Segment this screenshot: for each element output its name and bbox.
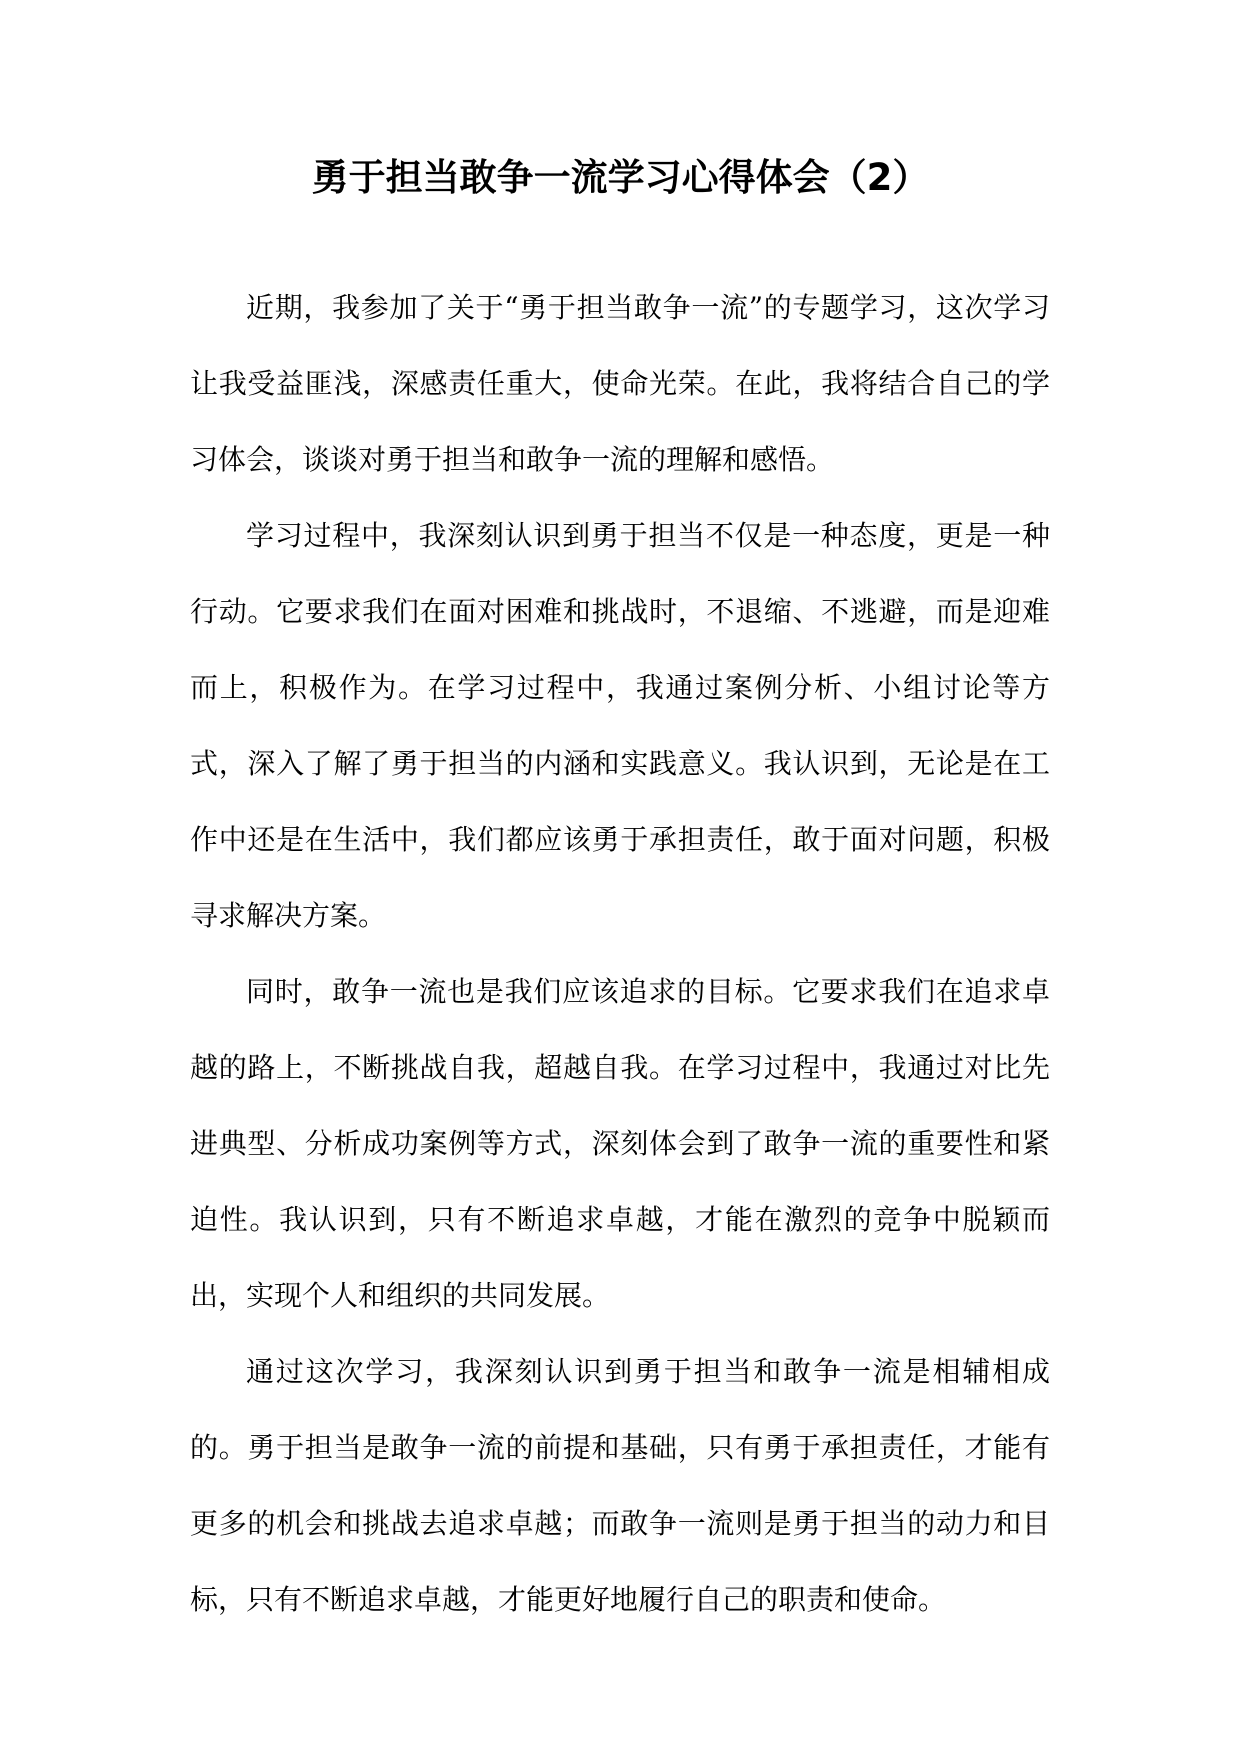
paragraph-1: 近期，我参加了关于“勇于担当敢争一流”的专题学习，这次学习让我受益匪浅，深感责任重大，使命光荣。在此，我将结合自己的学习体会，谈谈对勇于担当和敢争一流的理解和感悟。	[190, 291, 1050, 476]
document-body	[190, 270, 1050, 1638]
paragraph-2: 学习过程中，我深刻认识到勇于担当不仅是一种态度，更是一种行动。它要求我们在面对困难和挑战时，不退缩、不逃避，而是迎难而上，积极作为。在学习过程中，我通过案例分析、小组讨论等方式，深入了解了勇于担当的内涵和实践意义。我认识到，无论是在工作中还是在生活中，我们都应该勇于承担责任，敢于面对问题，积极寻求解决方案。	[190, 519, 1050, 932]
paragraph-4: 通过这次学习，我深刻认识到勇于担当和敢争一流是相辅相成的。勇于担当是敢争一流的前提和基础，只有勇于承担责任，才能有更多的机会和挑战去追求卓越；而敢争一流则是勇于担当的动力和目标，只有不断追求卓越，才能更好地履行自己的职责和使命。	[190, 1355, 1050, 1616]
document-title: 勇于担当敢争一流学习心得体会（2）	[311, 156, 930, 199]
paragraph-3: 同时，敢争一流也是我们应该追求的目标。它要求我们在追求卓越的路上，不断挑战自我，超越自我。在学习过程中，我通过对比先进典型、分析成功案例等方式，深刻体会到了敢争一流的重要性和紧迫性。我认识到，只有不断追求卓越，才能在激烈的竞争中脱颖而出，实现个人和组织的共同发展。	[190, 975, 1050, 1312]
